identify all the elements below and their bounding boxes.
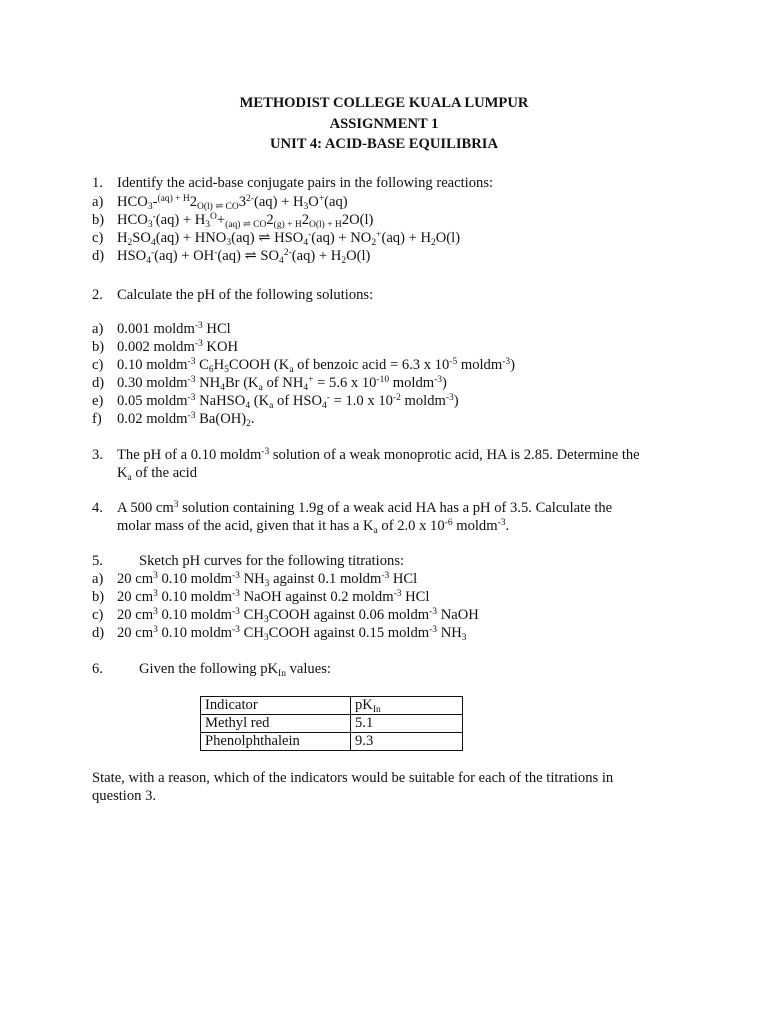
equation: $H_2SO_4(aq) + HNO_3(aq)$ ⇌ $HSO_4^-(aq) + NO_2^+(aq) + H_2O(l)$ [117, 230, 461, 248]
q2-item-a [92, 320, 231, 338]
titration: 20 $cm^3$ 0.10 moldm$^{-3}$ $CH_3COOH$ against 0.15 moldm$^{-3}$ $NH_3$ [117, 625, 467, 643]
table-row [201, 715, 463, 733]
q5-item-a [92, 570, 417, 588]
question-text-line-2: $K_a$ of the acid [117, 465, 198, 483]
q1-item-a [92, 193, 348, 211]
solution: 0.30 moldm$^{-3}$ $NH_4Br$ ($K_a$ of $NH_4^+ = 5.6$ x $10^{-10}$ moldm$^{-3}$) [117, 375, 447, 393]
item-label: a) [92, 571, 104, 587]
q1-item-d [92, 247, 370, 265]
question-4-continued [92, 517, 509, 535]
equation: $HSO_4^-(aq) + OH^-(aq)$ ⇌ $SO_4^{2-}(aq) + H_2O(l)$ [117, 248, 371, 266]
titration: 20 $cm^3$ 0.10 moldm$^{-3}$ NaOH against 0.2 moldm$^{-3}$ HCl [117, 589, 430, 605]
question-4 [92, 499, 612, 517]
table-header-row [201, 697, 463, 715]
unit-title: UNIT 4: ACID-BASE EQUILIBRIA [269, 136, 498, 152]
table-header-cell: $pK_{In}$ [351, 697, 463, 715]
solution: 0.02 moldm$^{-3}$ $Ba(OH)_2$. [117, 411, 255, 429]
item-label: b) [92, 212, 105, 228]
item-label: c) [92, 607, 104, 623]
table-cell: Methyl red [201, 715, 351, 733]
question-prompt: Given the following $pK_{In}$ values: [139, 661, 331, 679]
table-header-cell: Indicator [201, 697, 351, 715]
solution: 0.10 moldm$^{-3}$ $C_6H_5COOH$ ($K_a$ of benzoic acid = 6.3 x $10^{-5}$ moldm$^{-3}$) [117, 357, 515, 375]
question-3-continued [92, 464, 197, 482]
item-label: a) [92, 194, 104, 210]
item-label: d) [92, 625, 105, 641]
question-text-line-1: The pH of a 0.10 moldm$^{-3}$ solution of a weak monoprotic acid, HA is 2.85. Determine the [117, 447, 640, 463]
table-row [201, 733, 463, 751]
solution: 0.001 moldm$^{-3}$ HCl [117, 321, 231, 337]
q5-item-c [92, 606, 479, 624]
item-label: d) [92, 375, 105, 391]
item-label: b) [92, 589, 105, 605]
q1-item-c [92, 229, 460, 247]
q5-item-d [92, 624, 467, 642]
question-number: 4. [92, 500, 103, 516]
document-heading [0, 93, 768, 155]
table-cell: 5.1 [351, 715, 463, 733]
table-cell: Phenolphthalein [201, 733, 351, 751]
question-prompt: Identify the acid-base conjugate pairs in the following reactions: [117, 175, 494, 191]
assignment-title: ASSIGNMENT 1 [329, 115, 439, 132]
question-number: 1. [92, 175, 103, 191]
solution: 0.002 moldm$^{-3}$ KOH [117, 339, 239, 355]
question-number: 5. [92, 553, 103, 569]
question-prompt: Sketch pH curves for the following titrations: [139, 553, 405, 569]
question-1 [92, 174, 493, 192]
q2-item-f [92, 410, 255, 428]
question-2 [92, 286, 373, 304]
closing-instruction-line-1: State, with a reason, which of the indicators would be suitable for each of the titrations in [92, 770, 614, 786]
question-number: 6. [92, 661, 103, 677]
item-label: d) [92, 248, 105, 264]
closing-instruction-line-2: question 3. [92, 788, 157, 804]
titration: 20 $cm^3$ 0.10 moldm$^{-3}$ $NH_3$ against 0.1 moldm$^{-3}$ HCl [117, 571, 418, 589]
q2-item-e [92, 392, 459, 410]
question-number: 3. [92, 447, 103, 463]
q2-item-d [92, 374, 447, 392]
titration: 20 $cm^3$ 0.10 moldm$^{-3}$ $CH_3COOH$ against 0.06 moldm$^{-3}$ NaOH [117, 607, 479, 625]
item-label: a) [92, 321, 104, 337]
item-label: c) [92, 357, 104, 373]
indicator-table [200, 696, 463, 751]
equation: $HCO_3-^{(aq) + H}2_{O(l) \rightleftharpoons CO}3^{2-}(aq) + H_3O^+(aq)$ [117, 194, 348, 212]
question-text-line-1: A 500 $cm^3$ solution containing 1.9g of a weak acid HA has a pH of 3.5. Calculate the [117, 500, 613, 516]
question-number: 2. [92, 287, 103, 303]
item-label: b) [92, 339, 105, 355]
question-prompt: Calculate the pH of the following solutions: [117, 287, 374, 303]
item-label: f) [92, 411, 102, 427]
equation: $HCO_3^-(aq) + H_3^O+_{(aq) \rightleftharpoons CO}2_{(g) + H}2_{O(l) + H}2O(l)$ [117, 212, 374, 230]
college-name: METHODIST COLLEGE KUALA LUMPUR [239, 95, 529, 111]
question-3 [92, 446, 640, 464]
q1-item-b [92, 211, 373, 229]
table-cell: 9.3 [351, 733, 463, 751]
question-5 [92, 552, 404, 570]
q5-item-b [92, 588, 429, 606]
q2-item-c [92, 356, 515, 374]
item-label: e) [92, 393, 104, 409]
question-text-line-2: molar mass of the acid, given that it has a $K_a$ of 2.0 x $10^{-6}$ moldm$^{-3}$. [117, 518, 510, 536]
item-label: c) [92, 230, 104, 246]
solution: 0.05 moldm$^{-3}$ NaHSO$_4$ ($K_a$ of $HSO_4^- = 1.0$ x $10^{-2}$ moldm$^{-3}$) [117, 393, 459, 411]
q2-item-b [92, 338, 238, 356]
question-6 [92, 660, 331, 678]
